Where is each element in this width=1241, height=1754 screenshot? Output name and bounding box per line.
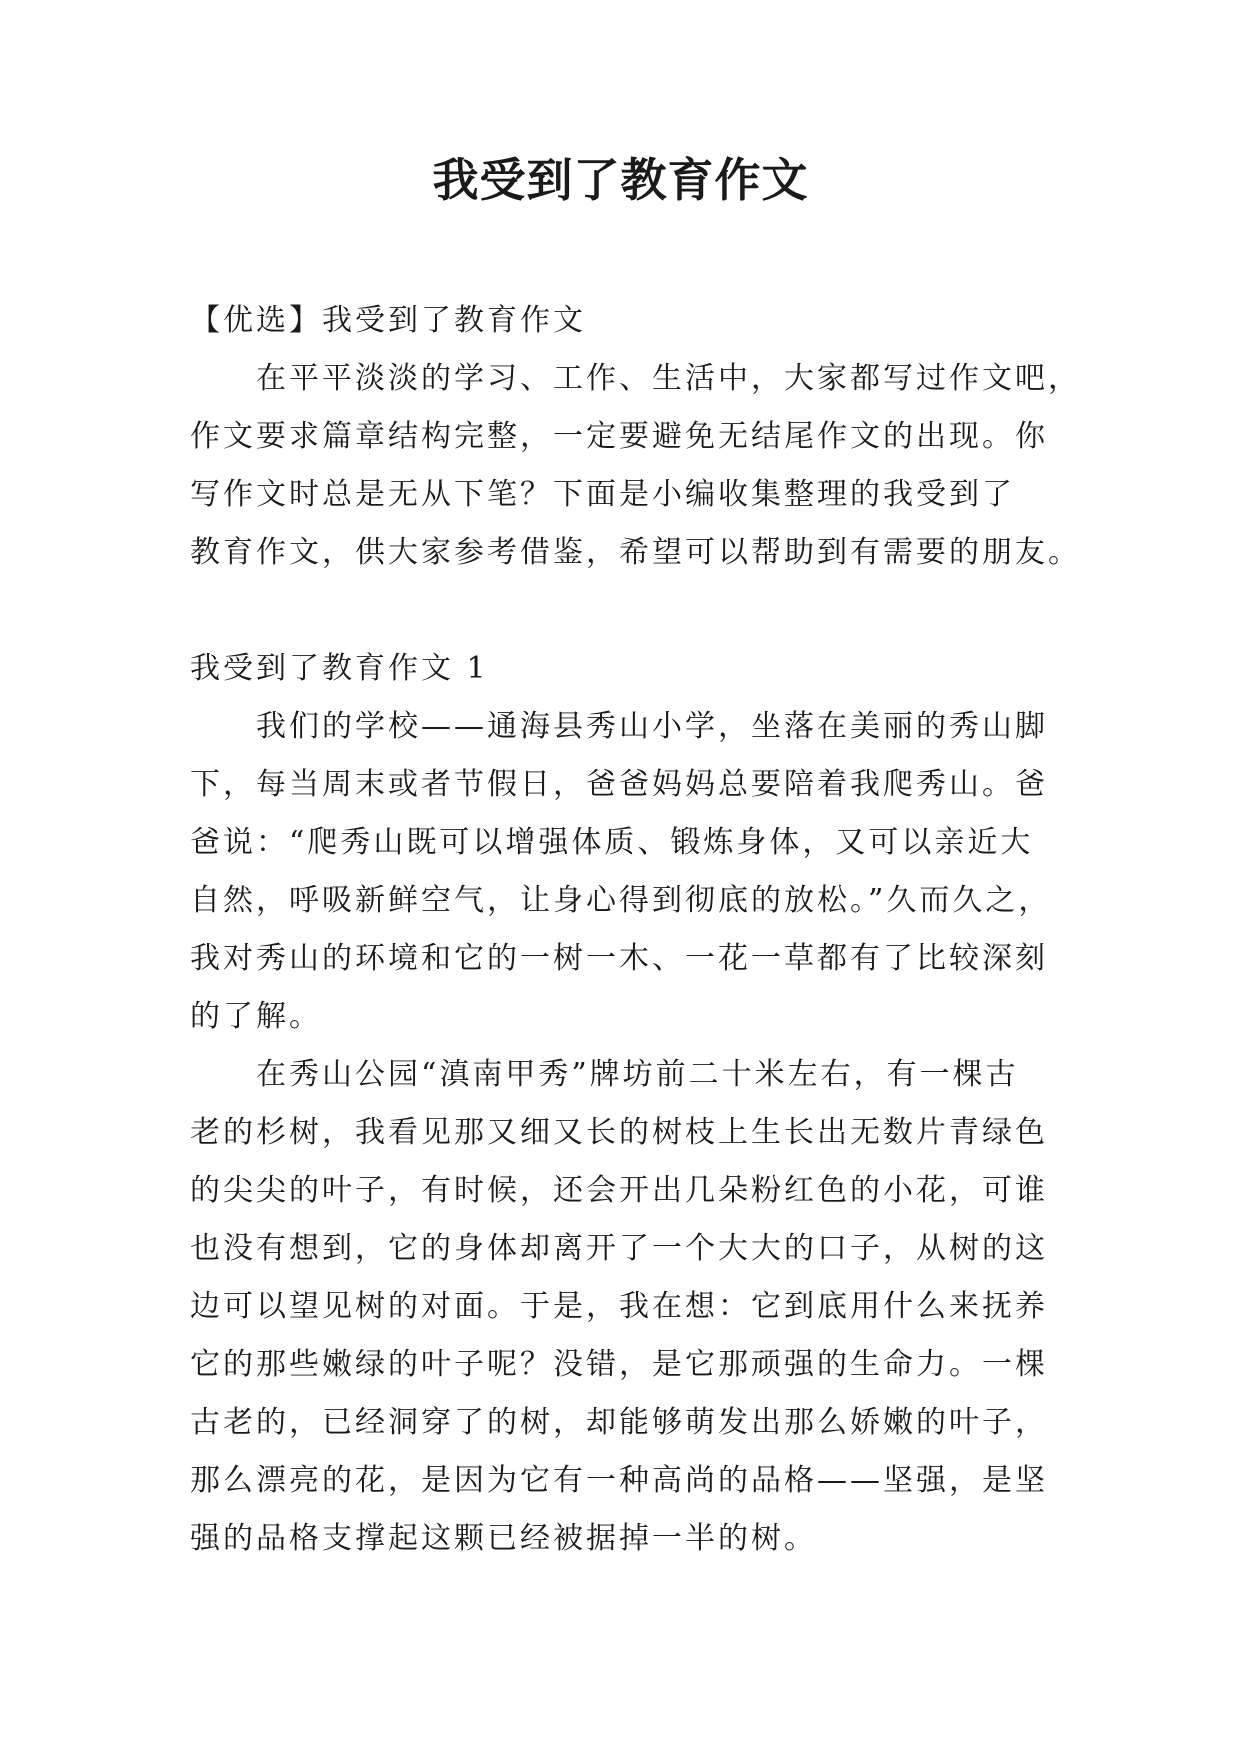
paragraph-line: 自然，呼吸新鲜空气，让身心得到彻底的放松。”久而久之， (190, 883, 1052, 918)
document-body (190, 292, 1081, 1568)
paragraph-line: 也没有想到，它的身体却离开了一个大大的口子，从树的这 (190, 1231, 1048, 1266)
paragraph-line: 它的那些嫩绿的叶子呢？没错，是它那顽强的生命力。一棵 (190, 1347, 1048, 1382)
paragraph-line: 爸说：“爬秀山既可以增强体质、锻炼身体，又可以亲近大 (190, 825, 1034, 860)
paragraph-line: 在秀山公园“滇南甲秀”牌坊前二十米左右，有一棵古 (256, 1057, 1019, 1092)
paragraph-line: 下，每当周末或者节假日，爸爸妈妈总要陪着我爬秀山。爸 (190, 767, 1048, 802)
paragraph-line: 老的杉树，我看见那又细又长的树枝上生长出无数片青绿色 (190, 1115, 1048, 1150)
paragraph-line: 古老的，已经洞穿了的树，却能够萌发出那么娇嫩的叶子， (190, 1405, 1048, 1440)
paragraph-line: 强的品格支撑起这颗已经被据掉一半的树。 (190, 1521, 817, 1556)
intro-line: 在平平淡淡的学习、工作、生活中，大家都写过作文吧， (256, 361, 1081, 396)
intro-line: 写作文时总是无从下笔？下面是小编收集整理的我受到了 (190, 477, 1015, 512)
paragraph-line: 我们的学校——通海县秀山小学，坐落在美丽的秀山脚 (256, 709, 1048, 744)
heading-line: 【优选】我受到了教育作文 (190, 303, 586, 338)
paragraph-line: 边可以望见树的对面。于是，我在想：它到底用什么来抚养 (190, 1289, 1048, 1324)
paragraph-2 (190, 1046, 1060, 1568)
paragraph-line: 那么漂亮的花，是因为它有一种高尚的品格——坚强，是坚 (190, 1463, 1048, 1498)
paragraph-line: 的尖尖的叶子，有时候，还会开出几朵粉红色的小花，可谁 (190, 1173, 1048, 1208)
section-title: 我受到了教育作文 1 (190, 651, 489, 686)
document-title: 我受到了教育作文 (432, 153, 809, 207)
intro-line: 作文要求篇章结构完整，一定要避免无结尾作文的出现。你 (190, 419, 1048, 454)
paragraph-line: 我对秀山的环境和它的一树一木、一花一草都有了比较深刻 (190, 941, 1048, 976)
intro-line: 教育作文，供大家参考借鉴，希望可以帮助到有需要的朋友。 (190, 535, 1081, 570)
paragraph-gap (190, 582, 1060, 640)
paragraph-1 (190, 698, 1060, 1046)
intro-paragraph (190, 350, 1081, 582)
paragraph-line: 的了解。 (190, 999, 322, 1034)
